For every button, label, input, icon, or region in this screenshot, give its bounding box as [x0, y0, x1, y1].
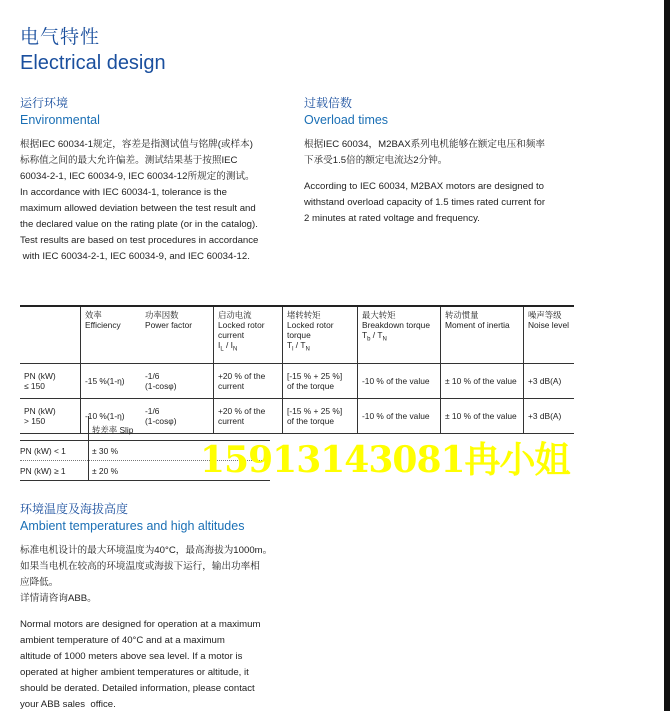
header-noise-level: 噪声等级 Noise level [524, 306, 575, 364]
cell-locked-rotor-current: +20 % of the current [214, 399, 283, 434]
environmental-line: 标称值之间的最大允许偏差。测试结果基于按照IEC [20, 155, 238, 166]
environmental-line: 60034-2-1, IEC 60034-9, IEC 60034-12所规定的测试。 [20, 171, 255, 182]
ambient-line: should be derated. Detailed information, please contact [20, 683, 255, 694]
cell-breakdown-torque: -10 % of the value [358, 364, 441, 399]
table-row [20, 364, 574, 399]
phone-watermark: 15913143081冉小姐 [200, 439, 570, 481]
header-moment-of-inertia: 转动惯量 Moment of inertia [441, 306, 524, 364]
row-label: PN (kW) ≤ 150 [20, 364, 81, 399]
slip-row-label: PN (kW) < 1 [20, 446, 66, 456]
slip-row-label: PN (kW) ≥ 1 [20, 466, 66, 476]
environmental-heading-en: Environmental [20, 113, 100, 127]
overload-line: 2 minutes at rated voltage and frequency. [304, 213, 480, 224]
slip-row-value: ± 20 % [92, 466, 119, 476]
overload-line: withstand overload capacity of 1.5 times rated current for [304, 197, 546, 208]
cell-efficiency: -10 %(1-η) [81, 399, 142, 434]
environmental-line: with IEC 60034-2-1, IEC 60034-9, and IEC 60034-12. [20, 251, 250, 262]
overload-text-en [304, 179, 564, 227]
page-title-cn: 电气特性 [20, 27, 101, 48]
ambient-line: 如果当电机在较高的环境温度或海拔下运行，输出功率相 [20, 561, 260, 572]
overload-text-cn [304, 137, 564, 169]
cell-noise-level: +3 dB(A) [524, 399, 575, 434]
environmental-section [20, 94, 280, 265]
cell-power-factor: -1/6 (1-cosφ) [141, 364, 214, 399]
ambient-text-cn [20, 543, 290, 607]
table-corner-cell [20, 306, 81, 364]
environmental-line: 根据IEC 60034-1规定，容差是指测试值与铭牌(或样本) [20, 139, 253, 150]
ambient-heading-cn: 环境温度及海拔高度 [20, 502, 129, 516]
slip-header: 转差率 Slip [92, 425, 134, 435]
page-title-en: Electrical design [20, 52, 166, 74]
header-locked-rotor-torque: 堵转转矩 Locked rotor torque $T_l / T_N$ [283, 306, 358, 364]
slip-divider [88, 416, 89, 480]
environmental-line: In accordance with IEC 60034-1, tolerance is the [20, 187, 227, 198]
header-power-factor: 功率因数 Power factor [141, 306, 214, 364]
header-breakdown-torque: 最大转矩 Breakdown torque $T_b / T_N$ [358, 306, 441, 364]
ambient-line: 详情请咨询ABB。 [20, 593, 97, 604]
cell-efficiency: -15 %(1-η) [81, 364, 142, 399]
ambient-section [20, 500, 290, 713]
slip-row-value: ± 30 % [92, 446, 119, 456]
page-edge-border [664, 0, 670, 711]
cell-moment-of-inertia: ± 10 % of the value [441, 364, 524, 399]
cell-locked-rotor-torque: [-15 % + 25 %] of the torque [283, 364, 358, 399]
cell-locked-rotor-current: +20 % of the current [214, 364, 283, 399]
environmental-line: the declared value on the rating plate (or in the catalog). [20, 219, 258, 230]
cell-noise-level: +3 dB(A) [524, 364, 575, 399]
overload-section [304, 94, 564, 227]
overload-line: 下承受1.5倍的额定电流达2分钟。 [304, 155, 448, 166]
ambient-line: 应降低。 [20, 577, 59, 588]
ambient-line: your ABB sales office. [20, 699, 116, 710]
cell-moment-of-inertia: ± 10 % of the value [441, 399, 524, 434]
ambient-heading-en: Ambient temperatures and high altitudes [20, 519, 245, 533]
header-efficiency: 效率 Efficiency [81, 306, 142, 364]
overload-heading-cn: 过载倍数 [304, 96, 353, 110]
tolerance-table [20, 305, 574, 434]
overload-line: 根据IEC 60034，M2BAX系列电机能够在额定电压和频率 [304, 139, 545, 150]
ambient-line: altitude of 1000 meters above sea level. If a motor is [20, 651, 243, 662]
ambient-text-en [20, 617, 290, 713]
overload-line: According to IEC 60034, M2BAX motors are designed to [304, 181, 544, 192]
ambient-line: operated at higher ambient temperatures or altitude, it [20, 667, 249, 678]
environmental-line: Test results are based on test procedures in accordance [20, 235, 259, 246]
ambient-line: ambient temperature of 40°C and at a maximum [20, 635, 225, 646]
cell-breakdown-torque: -10 % of the value [358, 399, 441, 434]
overload-heading-en: Overload times [304, 113, 389, 127]
cell-power-factor: -1/6 (1-cosφ) [141, 399, 214, 434]
header-locked-rotor-current: 启动电流 Locked rotor current $I_L / I_N$ [214, 306, 283, 364]
row-label: PN (kW) > 150 [20, 399, 81, 434]
cell-locked-rotor-torque: [-15 % + 25 %] of the torque [283, 399, 358, 434]
table-header-row [20, 306, 574, 364]
environmental-heading-cn: 运行环境 [20, 96, 69, 110]
environmental-line: maximum allowed deviation between the test result and [20, 203, 256, 214]
ambient-line: Normal motors are designed for operation at a maximum [20, 619, 261, 630]
ambient-line: 标准电机设计的最大环境温度为40°C，最高海拔为1000m。 [20, 545, 273, 556]
environmental-text [20, 137, 280, 265]
